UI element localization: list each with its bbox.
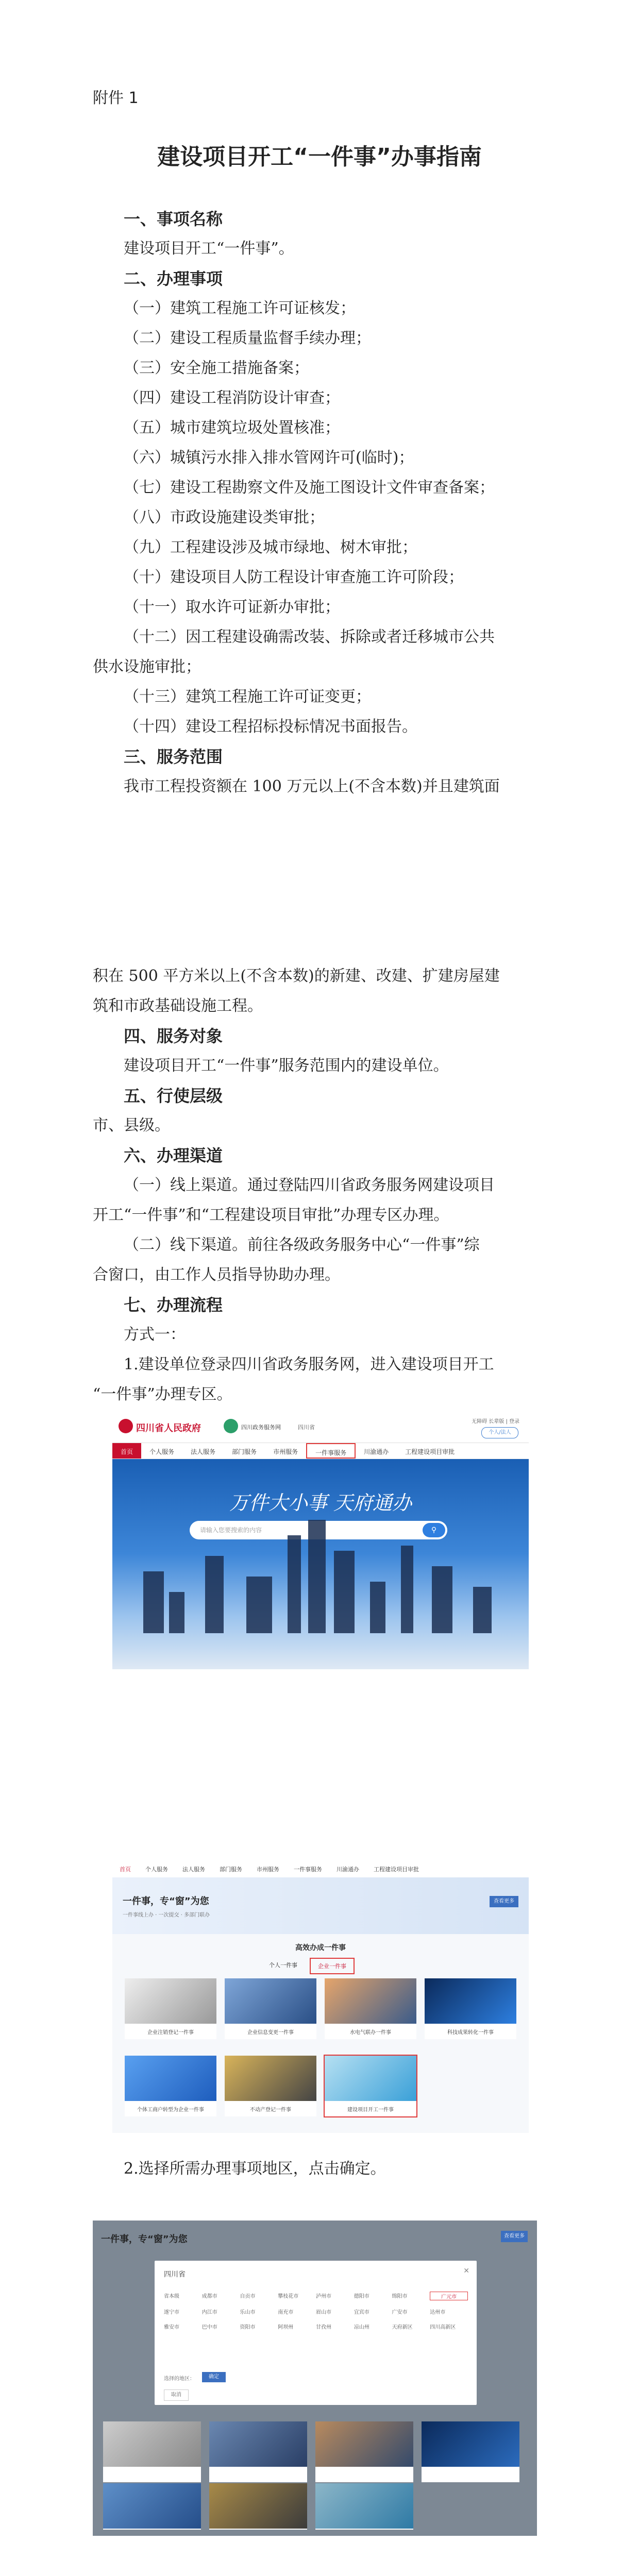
tab-enterprise[interactable]: 企业一件事 xyxy=(310,1958,355,1974)
list-item: （三）安全施工措施备案； xyxy=(124,359,309,377)
skyline-building xyxy=(334,1551,355,1633)
list-item: （四）建设工程消防设计审查； xyxy=(124,389,340,407)
city-grid xyxy=(164,2292,468,2330)
list-item: （十三）建筑工程施工许可证变更； xyxy=(124,688,371,706)
city-option[interactable]: 达州市 xyxy=(430,2310,446,2315)
paragraph: 筑和市政基础设施工程。 xyxy=(93,997,263,1015)
paragraph: 市、县级。 xyxy=(93,1116,170,1134)
section-heading: 七、办理流程 xyxy=(124,1295,223,1315)
one-thing-screenshot xyxy=(112,1860,529,2133)
service-card[interactable] xyxy=(125,2056,216,2116)
service-card-selected[interactable] xyxy=(325,2056,416,2116)
selection-hint: 选择的地区： xyxy=(164,2376,195,2382)
skyline-building xyxy=(205,1556,224,1633)
service-card[interactable] xyxy=(325,1978,416,2039)
dialog-title: 四川省 xyxy=(164,2270,186,2279)
nav-home[interactable]: 首页 xyxy=(112,1443,141,1459)
city-option[interactable]: 泸州市 xyxy=(316,2294,331,2299)
skyline-building xyxy=(370,1582,385,1633)
paragraph: 我市工程投资额在 100 万元以上(不含本数)并且建筑面 xyxy=(124,777,500,795)
nav-legal[interactable]: 法人服务 xyxy=(182,1866,205,1873)
paragraph: 1.建设单位登录四川省政务服务网，进入建设项目开工 xyxy=(124,1355,494,1374)
paragraph: 2.选择所需办理事项地区，点击确定。 xyxy=(124,2160,386,2178)
region-modal-screenshot xyxy=(93,2221,537,2536)
city-option[interactable]: 绵阳市 xyxy=(392,2294,408,2299)
portal-logo-icon xyxy=(224,1419,238,1433)
nav-one-thing[interactable]: 一件事服务 xyxy=(294,1866,322,1873)
paragraph: “一件事”办理专区。 xyxy=(93,1385,232,1403)
city-option[interactable]: 甘孜州 xyxy=(316,2325,331,2330)
list-item: （十二）因工程建设确需改装、拆除或者迁移城市公共 xyxy=(124,628,495,646)
service-card[interactable] xyxy=(209,2483,307,2530)
city-option[interactable]: 凉山州 xyxy=(354,2325,369,2330)
skyline-building xyxy=(401,1546,413,1633)
card-label: 水电气联办一件事 xyxy=(350,2030,391,2036)
list-item: （八）市政设施建设类审批； xyxy=(124,509,325,527)
service-card[interactable] xyxy=(225,1978,316,2039)
city-option[interactable]: 德阳市 xyxy=(354,2294,369,2299)
card-image xyxy=(125,1978,216,2024)
nav-one-thing[interactable]: 一件事服务 xyxy=(306,1443,356,1459)
nav-personal[interactable]: 个人服务 xyxy=(145,1866,168,1873)
paragraph: （一）线上渠道。通过登陆四川省政务服务网建设项目 xyxy=(124,1176,495,1194)
card-image xyxy=(225,2056,316,2101)
login-button[interactable]: 个人/法人 xyxy=(481,1427,518,1438)
attachment-label: 附件 1 xyxy=(93,89,139,107)
service-card[interactable] xyxy=(209,2421,307,2482)
card-label: 企业注销登记一件事 xyxy=(147,2030,194,2036)
nav-personal[interactable]: 个人服务 xyxy=(149,1448,175,1455)
city-option[interactable]: 内江市 xyxy=(201,2310,217,2315)
banner-title: 一件事，专“窗”为您 xyxy=(101,2234,188,2245)
confirm-button[interactable]: 确定 xyxy=(202,2372,226,2382)
city-option[interactable]: 天府新区 xyxy=(392,2325,413,2330)
paragraph: 开工“一件事”和“工程建设项目审批”办理专区办理。 xyxy=(93,1206,449,1224)
list-item-continuation: 供水设施审批； xyxy=(93,658,201,676)
nav-chuanyu[interactable]: 川渝通办 xyxy=(337,1866,359,1873)
government-name: 四川省人民政府 xyxy=(136,1423,201,1434)
nav-construction[interactable]: 工程建设项目审批 xyxy=(405,1448,455,1455)
portal-header xyxy=(112,1412,529,1443)
one-thing-banner xyxy=(112,1877,529,1934)
list-item: （七）建设工程勘察文件及施工图设计文件审查备案； xyxy=(124,479,495,497)
list-item: （十）建设项目人防工程设计审查施工许可阶段； xyxy=(124,568,464,586)
card-label: 建设项目开工一件事 xyxy=(347,2107,394,2113)
portal-nav xyxy=(112,1860,529,1878)
card-image xyxy=(103,2483,201,2529)
hero-slogan: 万件大小事 天府通办 xyxy=(229,1492,412,1514)
banner-subtitle: 一件事线上办 · 一次提交 · 多部门联办 xyxy=(123,1912,210,1918)
list-item: （九）工程建设涉及城市绿地、树木审批； xyxy=(124,538,417,556)
city-option[interactable]: 资阳市 xyxy=(240,2325,256,2330)
service-card[interactable] xyxy=(315,2483,413,2530)
card-image xyxy=(425,1978,516,2024)
service-card[interactable] xyxy=(422,2421,519,2482)
paragraph: 积在 500 平方米以上(不含本数)的新建、改建、扩建房屋建 xyxy=(93,967,500,985)
list-item: （十四）建设工程招标投标情况书面报告。 xyxy=(124,718,417,736)
city-option[interactable]: 乐山市 xyxy=(240,2310,256,2315)
nav-department[interactable]: 部门服务 xyxy=(232,1448,257,1455)
service-card[interactable] xyxy=(425,1978,516,2039)
document-title: 建设项目开工“一件事”办事指南 xyxy=(157,144,482,170)
card-image xyxy=(315,2483,413,2529)
region-dialog xyxy=(155,2261,477,2405)
skyline-building xyxy=(432,1566,452,1633)
portal-nav xyxy=(112,1443,529,1460)
paragraph: 建设项目开工“一件事”。 xyxy=(124,240,294,258)
city-option[interactable]: 雅安市 xyxy=(164,2325,179,2330)
more-button[interactable]: 查看更多 xyxy=(490,1896,518,1907)
card-label: 企业信息变更一件事 xyxy=(247,2030,294,2036)
hero-banner xyxy=(112,1459,529,1669)
card-label: 个体工商户转型为企业一件事 xyxy=(137,2107,204,2113)
nav-chuanyu[interactable]: 川渝通办 xyxy=(364,1448,389,1455)
list-item: （十一）取水许可证新办审批； xyxy=(124,598,340,616)
card-image xyxy=(225,1978,316,2024)
card-label: 不动产登记一件事 xyxy=(250,2107,291,2113)
card-image xyxy=(103,2421,201,2467)
section-heading: 五、行使层级 xyxy=(124,1086,223,1106)
list-item: （二）建设工程质量监督手续办理； xyxy=(124,329,371,347)
search-placeholder: 请输入您要搜索的内容 xyxy=(200,1527,262,1534)
section-heading: 四、服务对象 xyxy=(124,1026,223,1046)
service-card[interactable] xyxy=(103,2421,201,2482)
section-heading: 三、服务范围 xyxy=(124,747,223,767)
section-title: 高效办成一件事 xyxy=(295,1944,346,1952)
service-card[interactable] xyxy=(103,2483,201,2530)
more-button[interactable]: 查看更多 xyxy=(501,2231,528,2242)
paragraph: 方式一： xyxy=(124,1326,186,1344)
nav-department[interactable]: 部门服务 xyxy=(220,1866,242,1873)
nav-city[interactable]: 市州服务 xyxy=(257,1866,279,1873)
top-links[interactable]: 无障碍 长辈版 | 登录 xyxy=(472,1419,519,1425)
nav-home[interactable]: 首页 xyxy=(120,1866,131,1873)
service-card[interactable] xyxy=(315,2421,413,2482)
list-item: （五）城市建筑垃圾处置核准； xyxy=(124,419,340,437)
paragraph: 建设项目开工“一件事”服务范围内的建设单位。 xyxy=(124,1057,449,1075)
banner-title: 一件事，专“窗”为您 xyxy=(123,1896,209,1907)
city-option[interactable]: 成都市 xyxy=(201,2294,217,2299)
section-heading: 二、办理事项 xyxy=(124,269,223,289)
list-item: （一）建筑工程施工许可证核发； xyxy=(124,299,356,317)
tab-bar xyxy=(262,1958,355,1974)
card-image xyxy=(209,2483,307,2529)
list-item: （六）城镇污水排入排水管网许可(临时)； xyxy=(124,449,414,467)
city-option[interactable]: 自贡市 xyxy=(240,2294,256,2299)
card-image xyxy=(125,2056,216,2101)
search-icon[interactable]: ⚲ xyxy=(423,1523,445,1537)
service-card[interactable] xyxy=(225,2056,316,2116)
card-label: 科技成果转化一件事 xyxy=(447,2030,494,2036)
portal-screenshot xyxy=(112,1412,529,1669)
card-image xyxy=(315,2421,413,2467)
city-option[interactable]: 省本级 xyxy=(164,2294,179,2299)
skyline-building xyxy=(308,1520,326,1633)
region-selector[interactable]: 四川省 xyxy=(298,1424,315,1431)
card-image xyxy=(325,2056,416,2101)
portal-name: 四川政务服务网 xyxy=(241,1424,281,1431)
service-card[interactable] xyxy=(125,1978,216,2039)
city-option[interactable]: 阿坝州 xyxy=(278,2325,294,2330)
skyline-building xyxy=(473,1587,492,1633)
skyline-building xyxy=(143,1571,164,1633)
paragraph: 合窗口，由工作人员指导协助办理。 xyxy=(93,1266,340,1284)
skyline-building xyxy=(246,1577,272,1633)
section-heading: 一、事项名称 xyxy=(124,209,223,229)
city-option[interactable]: 广安市 xyxy=(392,2310,408,2315)
city-option[interactable]: 南充市 xyxy=(278,2310,294,2315)
city-option[interactable]: 巴中市 xyxy=(201,2325,217,2330)
nav-city[interactable]: 市州服务 xyxy=(273,1448,298,1455)
cancel-button[interactable]: 取消 xyxy=(164,2389,189,2401)
city-option[interactable]: 宜宾市 xyxy=(354,2310,369,2315)
city-option[interactable]: 四川高新区 xyxy=(430,2325,456,2330)
city-option[interactable]: 攀枝花市 xyxy=(278,2294,299,2299)
paragraph: （二）线下渠道。前往各级政务服务中心“一件事”综 xyxy=(124,1236,480,1254)
city-option[interactable]: 眉山市 xyxy=(316,2310,331,2315)
section-heading: 六、办理渠道 xyxy=(124,1146,223,1165)
close-icon[interactable]: ✕ xyxy=(463,2267,469,2275)
city-option[interactable]: 遂宁市 xyxy=(164,2310,179,2315)
card-image xyxy=(209,2421,307,2467)
card-image xyxy=(422,2421,519,2467)
card-image xyxy=(325,1978,416,2024)
government-emblem-icon xyxy=(119,1419,133,1433)
city-option-selected[interactable]: 广元市 xyxy=(430,2292,468,2300)
skyline-building xyxy=(288,1535,301,1633)
tab-personal[interactable]: 个人一件事 xyxy=(269,1962,297,1969)
nav-legal[interactable]: 法人服务 xyxy=(191,1448,216,1455)
skyline-building xyxy=(169,1592,184,1633)
nav-construction[interactable]: 工程建设项目审批 xyxy=(374,1866,419,1873)
